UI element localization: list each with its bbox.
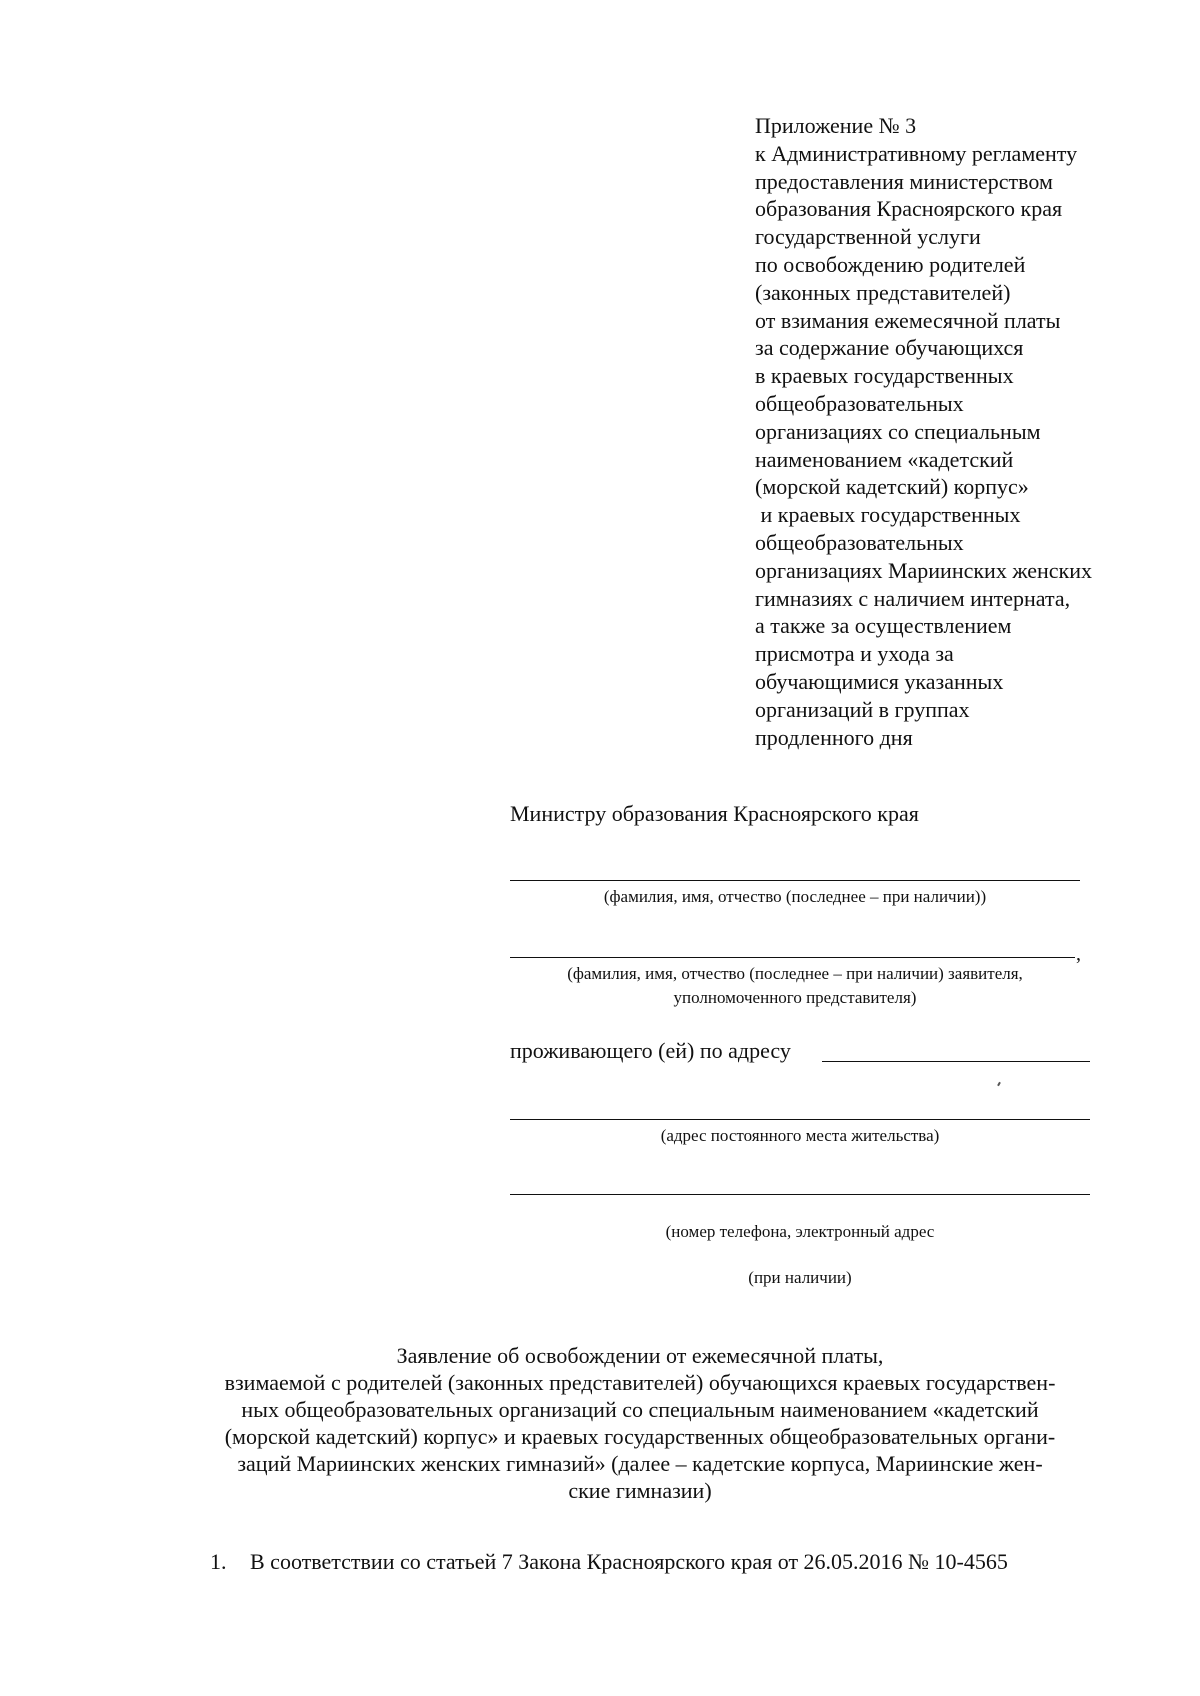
scan-mark [997,1082,1001,1086]
contact-caption-line1: (номер телефона, электронный адрес [665,1222,935,1241]
appendix-line: в краевых государственных [755,363,1014,389]
field-comma: , [1076,943,1081,965]
appendix-line: к Административному регламенту [755,140,1078,166]
appendix-line: организаций в группах [755,696,970,722]
statement-title-line: ных общеобразовательных организаций со специальным наименованием «кадетский [241,1397,1039,1422]
applicant-name-caption-line1: (фамилия, имя, отчество (последнее – при наличии) заявителя, [567,964,1023,983]
contact-caption-line2: (при наличии) [748,1268,852,1287]
appendix-line: общеобразовательных [755,390,964,416]
appendix-line: и краевых государственных [755,502,1021,528]
appendix-line: организациях со специальным [755,418,1041,444]
appendix-line: наименованием «кадетский [755,446,1014,472]
appendix-line: продленного дня [755,724,913,750]
appendix-line: организациях Мариинских женских [755,557,1093,583]
statement-title [180,1342,1100,1504]
appendix-header [755,112,1175,751]
address-caption: (адрес постоянного места жительства) [660,1126,940,1145]
appendix-line: предоставления министерством [755,168,1053,194]
paragraph-number: 1. [210,1549,227,1574]
statement-title-line: (морской кадетский) корпус» и краевых государственных общеобразовательных органи- [224,1424,1056,1449]
contact-field[interactable] [510,1194,1090,1195]
paragraph-1 [210,1548,1008,1576]
appendix-line: обучающимися указанных [755,668,1004,694]
applicant-name-caption-line2: уполномоченного представителя) [673,988,917,1007]
statement-title-line: заций Мариинских женских гимназий» (далее – кадетские корпуса, Мариинские жен- [237,1451,1043,1476]
statement-title-line: Заявление об освобождении от ежемесячной платы, [396,1343,884,1368]
appendix-line: от взимания ежемесячной платы [755,307,1061,333]
statement-title-line: ские гимназии) [568,1478,712,1503]
address-field[interactable] [510,1119,1090,1120]
addressee-line: Министру образования Красноярского края [510,801,919,826]
appendix-line: по освобождению родителей [755,251,1026,277]
appendix-line: гимназиях с наличием интерната, [755,585,1071,611]
address-label: проживающего (ей) по адресу [510,1038,791,1063]
appendix-line: государственной услуги [755,224,981,250]
appendix-line: за содержание обучающихся [755,335,1024,361]
appendix-line: образования Красноярского края [755,196,1063,222]
minister-name-caption: (фамилия, имя, отчество (последнее – при наличии)) [603,887,987,906]
address-inline-field[interactable] [822,1061,1090,1062]
statement-title-line: взимаемой с родителей (законных представителей) обучающихся краевых государствен- [224,1370,1056,1395]
appendix-line: присмотра и ухода за [755,641,954,667]
paragraph-text: В соответствии со статьей 7 Закона Красноярского края от 26.05.2016 № 10-4565 [250,1549,1008,1574]
appendix-line: (законных представителей) [755,279,1011,305]
appendix-line: общеобразовательных [755,529,964,555]
minister-name-field[interactable] [510,880,1080,881]
applicant-name-field[interactable] [510,957,1075,958]
appendix-line: Приложение № 3 [755,113,917,138]
appendix-line: (морской кадетский) корпус» [755,474,1029,500]
appendix-line: а также за осуществлением [755,613,1012,639]
